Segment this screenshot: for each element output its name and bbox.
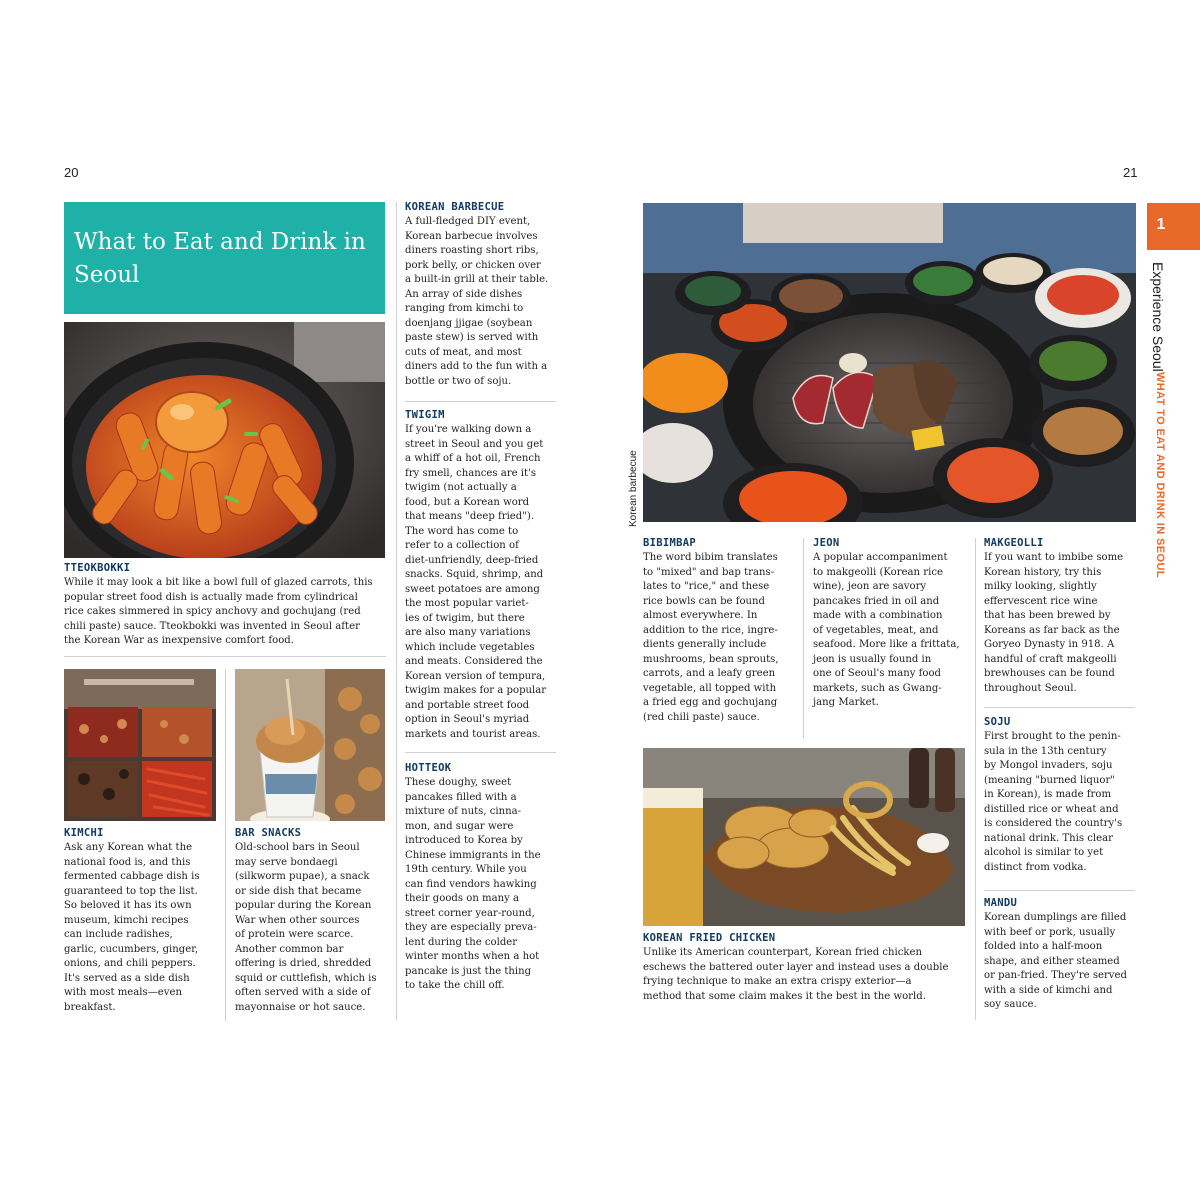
- korean-fried-chicken-text: Unlike its American counterpart, Korean fried chicken eschews the battered outer layer and instead uses a double frying technique to make an extra crispy exterior—a method that some claim makes it the best in the world.: [643, 947, 949, 1002]
- entry-kimchi: [64, 827, 224, 1015]
- korean-barbecue-text: A full-fledged DIY event, Korean barbecue involves diners roasting short ribs, pork belly, or chicken over a built-in grill at their table. An array of side dishes ranging from kimchi to doenjang jjigae (soybean paste stew) is served with cuts of meat, and most diners add to the fun with a bottle or two of soju.: [405, 216, 549, 387]
- entry-mandu: [984, 897, 1144, 1013]
- column-rule: [396, 202, 397, 1020]
- entry-jeon: [813, 537, 975, 711]
- entry-tteokbokki: [64, 562, 389, 649]
- entry-korean-barbecue: [405, 201, 565, 389]
- korean-barbecue-heading: KOREAN BARBECUE: [405, 201, 505, 213]
- entry-hotteok: [405, 762, 565, 994]
- jeon-text: A popular accompaniment to makgeolli (Korean rice wine), jeon are savory pancakes fried in oil and made with a combination of vegetables, meat, and seafood. More like a frittata, jeon is usually found in one of Seoul's many food markets, such as Gwang- jang Market.: [813, 552, 960, 708]
- divider-rule: [984, 707, 1135, 708]
- photo-caption: Korean barbecue: [628, 450, 639, 527]
- column-rule: [803, 538, 804, 738]
- twigim-heading: TWIGIM: [405, 409, 445, 421]
- entry-korean-fried-chicken: [643, 932, 973, 1004]
- chapter-subsection-label: WHAT TO EAT AND DRINK IN SEOUL: [1154, 372, 1166, 578]
- column-rule: [975, 538, 976, 1020]
- soju-text: First brought to the penin- sula in the 13th century by Mongol invaders, soju (meaning "burned liquor" in Korean), is made from distilled rice or wheat and is considered the country's national drink. This clear alcohol is similar to yet distinct from vodka.: [984, 731, 1123, 873]
- divider-rule: [405, 401, 556, 402]
- bibimbap-heading: BIBIMBAP: [643, 537, 696, 549]
- page-number-right: 21: [1123, 165, 1138, 180]
- entry-bibimbap: [643, 537, 803, 725]
- bibimbap-text: The word bibim translates to "mixed" and bap trans- lates to "rice," and these rice bowls can be found almost everywhere. In addition to the rice, ingre- dients generally include mushrooms, bean sprouts, carrots, and a leafy green vegetable, all topped with a fried egg and gochujang (red chili paste) sauce.: [643, 552, 779, 723]
- soju-heading: SOJU: [984, 716, 1011, 728]
- divider-rule: [405, 752, 556, 753]
- page-number-left: 20: [64, 165, 79, 180]
- kimchi-photo: [64, 669, 216, 821]
- entry-twigim: [405, 409, 565, 742]
- tteokbokki-text: While it may look a bit like a bowl full of glazed carrots, this popular street food dish is actually made from cylindrical rice cakes simmered in spicy anchovy and gochujang (red chili paste) sauce. Tteokbokki was invented in Seoul after the Korean War as inexpensive comfort food.: [64, 577, 373, 646]
- twigim-text: If you're walking down a street in Seoul and you get a whiff of a hot oil, French fry smell, chances are it's twigim (not actually a food, but a Korean word that means "deep fried"). The word has come to refer to a collection of diet-unfriendly, deep-fried snacks. Squid, shrimp, and sweet potatoes are among the most popular variet- ies of twigim, but there are also many variations which include vegetables and meats. Considered the Korean version of tempura, twigim makes for a popular and portable street food option in Seoul's myriad markets and tourist areas.: [405, 424, 547, 740]
- chapter-tab: [1147, 203, 1200, 250]
- mandu-text: Korean dumplings are filled with beef or pork, usually folded into a half-moon shape, and either steamed or pan-fried. They're served with a side of kimchi and soy sauce.: [984, 912, 1127, 1010]
- bar-snacks-photo: [235, 669, 385, 821]
- korean-fried-chicken-heading: KOREAN FRIED CHICKEN: [643, 932, 776, 944]
- hotteok-text: These doughy, sweet pancakes filled with a mixture of nuts, cinna- mon, and sugar were introduced to Korea by Chinese immigrants in the 19th century. While you can find vendors hawking their goods on many a street corner year-round, they are especially preva- lent during the colder winter months when a hot pancake is just the thing to take the chill off.: [405, 777, 541, 991]
- entry-bar-snacks: [235, 827, 395, 1015]
- makgeolli-heading: MAKGEOLLI: [984, 537, 1044, 549]
- divider-rule: [984, 890, 1135, 891]
- korean-fried-chicken-photo: [643, 748, 965, 926]
- jeon-heading: JEON: [813, 537, 840, 549]
- entry-soju: [984, 716, 1144, 875]
- kimchi-heading: KIMCHI: [64, 827, 104, 839]
- chapter-section-label: Experience Seoul: [1150, 262, 1166, 372]
- bar-snacks-text: Old-school bars in Seoul may serve bondaegi (silkworm pupae), a snack or side dish that became popular during the Korean War when other sources of protein were scarce. Another common bar offering is dried, shredded squid or cuttlefish, which is often served with a side of mayonnaise or hot sauce.: [235, 842, 377, 1013]
- chapter-number: 1: [1156, 216, 1166, 233]
- mandu-heading: MANDU: [984, 897, 1018, 909]
- tteokbokki-photo: [64, 322, 385, 558]
- bar-snacks-heading: BAR SNACKS: [235, 827, 302, 839]
- column-rule: [225, 669, 226, 1021]
- tteokbokki-heading: TTEOKBOKKI: [64, 562, 131, 574]
- kimchi-text: Ask any Korean what the national food is, and this fermented cabbage dish is guaranteed to top the list. So beloved it has its own museum, kimchi recipes can include radishes, garlic, cucumbers, ginger, onions, and chili peppers. It's served as a side dish with most meals—even breakfast.: [64, 842, 200, 1013]
- hotteok-heading: HOTTEOK: [405, 762, 452, 774]
- divider-rule: [64, 656, 386, 657]
- makgeolli-text: If you want to imbibe some Korean history, try this milky looking, slightly effervescent rice wine that has been brewed by Koreans as far back as the Goryeo Dynasty in 918. A handful of craft makgeolli brewhouses can be found throughout Seoul.: [984, 552, 1124, 694]
- title-box: [64, 202, 385, 314]
- entry-makgeolli: [984, 537, 1144, 696]
- page-title: What to Eat and Drink in Seoul: [74, 229, 366, 288]
- korean-barbecue-photo: [643, 203, 1136, 522]
